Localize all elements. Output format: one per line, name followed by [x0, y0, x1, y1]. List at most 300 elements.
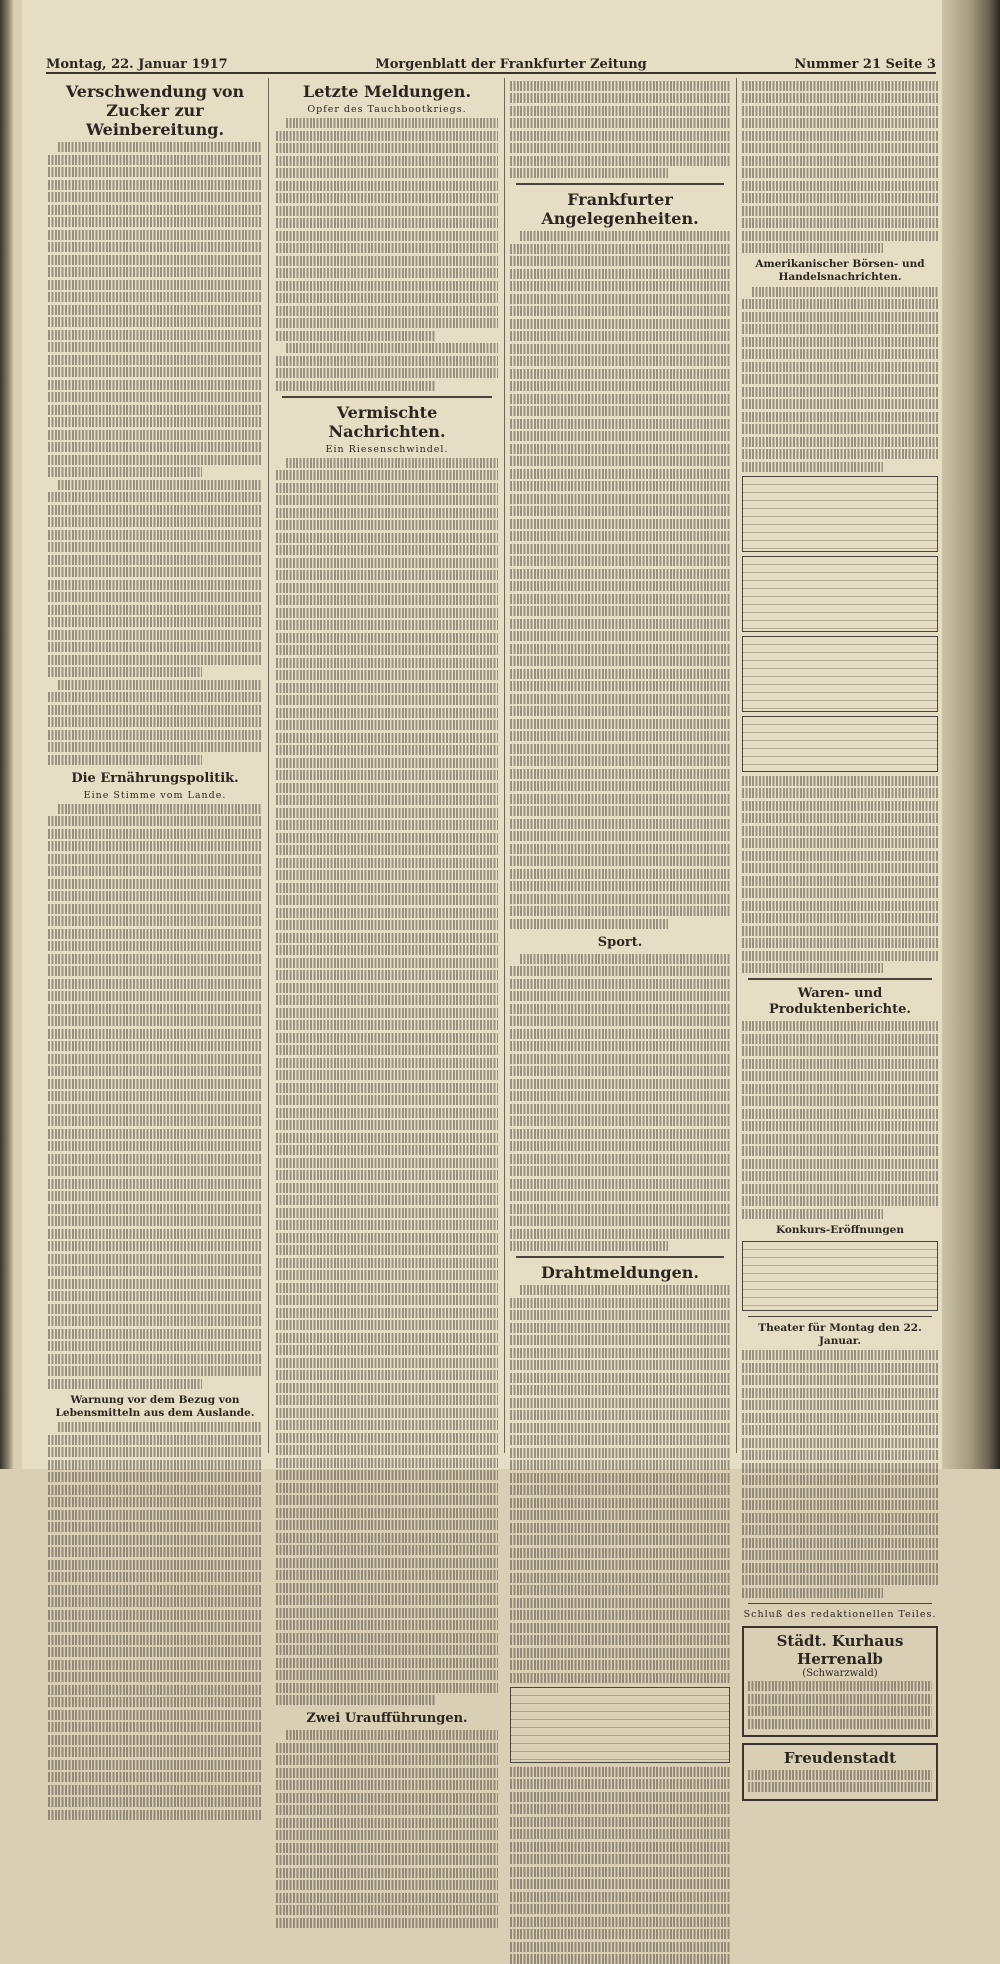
text-line	[48, 1216, 262, 1226]
text-line	[742, 156, 938, 166]
text-line	[276, 181, 498, 191]
text-line	[276, 1645, 498, 1655]
text-line	[510, 143, 730, 153]
text-line	[48, 1435, 262, 1445]
article-heading: Die Ernährungspolitik.	[71, 770, 239, 786]
text-line	[276, 1320, 498, 1330]
text-line	[276, 256, 498, 266]
text-line	[276, 470, 498, 480]
text-line	[742, 312, 938, 322]
text-line	[742, 299, 938, 309]
text-line	[276, 206, 498, 216]
balance-table	[510, 1687, 730, 1763]
column-1	[48, 78, 262, 1453]
text-line	[48, 991, 262, 1001]
text-line	[510, 156, 730, 166]
masthead-page: Nummer 21 Seite 3	[794, 57, 936, 72]
text-line	[276, 1170, 498, 1180]
text-line	[276, 558, 498, 568]
text-line	[742, 1159, 938, 1169]
article-subheading: Eine Stimme vom Lande.	[83, 789, 227, 801]
bankruptcy-table	[742, 1241, 938, 1311]
text-line	[510, 1817, 730, 1827]
text-line	[276, 1620, 498, 1630]
text-line	[276, 1855, 498, 1865]
text-line	[276, 1383, 498, 1393]
text-line	[48, 1472, 262, 1482]
text-line	[48, 1254, 262, 1264]
text-line	[510, 569, 730, 579]
text-line	[510, 1498, 730, 1508]
text-line	[48, 1054, 262, 1064]
text-line	[276, 131, 498, 141]
text-line	[276, 1208, 498, 1218]
text-line	[276, 658, 498, 668]
article-heading: Konkurs-Eröffnungen	[776, 1223, 904, 1236]
text-line	[276, 1780, 498, 1790]
text-line	[276, 1433, 498, 1443]
text-line	[48, 230, 262, 240]
text-line	[748, 1782, 932, 1792]
text-line	[58, 680, 262, 690]
text-line	[510, 1066, 730, 1076]
advertisement	[742, 1743, 938, 1801]
text-line	[48, 242, 262, 252]
text-line	[742, 1071, 938, 1081]
text-line	[276, 720, 498, 730]
text-line	[276, 1583, 498, 1593]
text-line	[510, 406, 730, 416]
masthead-title: Morgenblatt der Frankfurter Zeitung	[375, 57, 647, 72]
text-line	[510, 356, 730, 366]
text-line	[510, 966, 730, 976]
text-line	[276, 845, 498, 855]
text-line	[510, 769, 730, 779]
column-2	[276, 78, 498, 1726]
text-line	[510, 1854, 730, 1864]
text-line	[48, 1747, 262, 1757]
text-line	[276, 1145, 498, 1155]
text-line	[510, 1767, 730, 1777]
text-line	[510, 919, 668, 929]
text-line	[276, 858, 498, 868]
text-line	[510, 494, 730, 504]
text-line	[510, 581, 730, 591]
text-line	[276, 1408, 498, 1418]
text-line	[48, 1129, 262, 1139]
text-line	[276, 870, 498, 880]
text-line	[48, 929, 262, 939]
text-line	[276, 1658, 498, 1668]
text-line	[58, 480, 262, 490]
text-line	[510, 1191, 730, 1201]
text-line	[742, 1438, 938, 1448]
text-line	[48, 755, 202, 765]
text-line	[276, 1095, 498, 1105]
text-line	[276, 356, 498, 366]
text-line	[510, 1004, 730, 1014]
text-line	[48, 1697, 262, 1707]
text-line	[510, 1560, 730, 1570]
text-line	[510, 381, 730, 391]
text-line	[742, 168, 938, 178]
text-line	[48, 1810, 262, 1820]
text-line	[276, 1020, 498, 1030]
text-line	[742, 888, 938, 898]
text-line	[276, 820, 498, 830]
text-line	[510, 1660, 730, 1670]
text-line	[742, 1525, 938, 1535]
text-line	[48, 1447, 262, 1457]
text-line	[276, 1270, 498, 1280]
text-line	[742, 449, 938, 459]
text-line	[48, 916, 262, 926]
article-heading: Zwei Uraufführungen.	[306, 1711, 468, 1726]
text-line	[510, 979, 730, 989]
text-line	[510, 1029, 730, 1039]
text-line	[276, 1608, 498, 1618]
text-line	[48, 492, 262, 502]
text-line	[510, 1204, 730, 1214]
text-line	[510, 644, 730, 654]
text-line	[742, 206, 938, 216]
text-line	[742, 1196, 938, 1206]
text-line	[510, 869, 730, 879]
text-line	[276, 1070, 498, 1080]
article-heading: Sport.	[597, 934, 643, 950]
text-line	[48, 1029, 262, 1039]
text-line	[48, 1291, 262, 1301]
text-line	[48, 1341, 262, 1351]
text-line	[748, 1681, 932, 1691]
article-heading: Waren- und Produktenberichte.	[769, 986, 911, 1017]
text-line	[742, 813, 938, 823]
text-line	[48, 280, 262, 290]
text-line	[58, 1422, 262, 1432]
text-line	[510, 1448, 730, 1458]
text-line	[48, 1635, 262, 1645]
text-line	[742, 1563, 938, 1573]
text-line	[48, 580, 262, 590]
text-line	[48, 1510, 262, 1520]
text-line	[48, 192, 262, 202]
text-line	[276, 1508, 498, 1518]
text-line	[48, 605, 262, 615]
text-line	[48, 1116, 262, 1126]
text-line	[48, 1241, 262, 1251]
text-line	[276, 1108, 498, 1118]
text-line	[276, 268, 498, 278]
text-line	[48, 355, 262, 365]
text-line	[510, 606, 730, 616]
text-line	[276, 281, 498, 291]
text-line	[48, 155, 262, 165]
text-line	[510, 656, 730, 666]
text-line	[276, 1533, 498, 1543]
text-line	[510, 819, 730, 829]
text-line	[48, 505, 262, 515]
text-line	[276, 945, 498, 955]
divider	[748, 1603, 932, 1604]
text-line	[48, 891, 262, 901]
text-line	[48, 1041, 262, 1051]
text-line	[742, 776, 938, 786]
text-line	[276, 1633, 498, 1643]
text-line	[510, 1041, 730, 1051]
text-line	[48, 1485, 262, 1495]
text-line	[510, 856, 730, 866]
text-line	[748, 1706, 932, 1716]
text-line	[276, 1045, 498, 1055]
text-line	[276, 683, 498, 693]
text-line	[286, 343, 498, 353]
text-line	[48, 642, 262, 652]
article-heading: Drahtmeldungen.	[541, 1263, 699, 1282]
text-line	[276, 745, 498, 755]
text-line	[742, 1475, 938, 1485]
text-line	[276, 495, 498, 505]
text-line	[742, 1363, 938, 1373]
text-line	[48, 1166, 262, 1176]
text-line	[742, 788, 938, 798]
text-line	[276, 231, 498, 241]
text-line	[48, 1141, 262, 1151]
text-line	[48, 841, 262, 851]
text-line	[742, 374, 938, 384]
text-line	[510, 1473, 730, 1483]
text-line	[742, 863, 938, 873]
text-line	[276, 1183, 498, 1193]
text-line	[276, 1458, 498, 1468]
text-line	[276, 368, 498, 378]
text-line	[742, 1488, 938, 1498]
text-line	[510, 131, 730, 141]
text-line	[276, 1893, 498, 1903]
text-line	[276, 983, 498, 993]
article-heading: Verschwendung von Zucker zur Weinbereitung.	[65, 82, 245, 139]
scan-edge-left	[0, 0, 14, 1469]
text-line	[742, 131, 938, 141]
text-line	[48, 1785, 262, 1795]
text-line	[510, 419, 730, 429]
text-line	[276, 595, 498, 605]
text-line	[48, 1104, 262, 1114]
text-line	[742, 387, 938, 397]
text-line	[276, 1358, 498, 1368]
text-line	[276, 1545, 498, 1555]
text-line	[48, 217, 262, 227]
text-line	[510, 1573, 730, 1583]
text-line	[510, 1510, 730, 1520]
text-line	[48, 1266, 262, 1276]
text-line	[742, 424, 938, 434]
text-line	[276, 1370, 498, 1380]
text-line	[742, 1209, 883, 1219]
text-line	[276, 1843, 498, 1853]
text-line	[742, 1375, 938, 1385]
text-line	[48, 705, 262, 715]
stock-table	[742, 716, 938, 772]
text-line	[748, 1694, 932, 1704]
text-line	[276, 695, 498, 705]
text-line	[48, 467, 202, 477]
text-line	[48, 655, 262, 665]
text-line	[276, 1158, 498, 1168]
text-line	[510, 781, 730, 791]
text-line	[742, 362, 938, 372]
text-line	[510, 1917, 730, 1927]
text-line	[48, 1797, 262, 1807]
column-rule	[736, 78, 737, 1453]
text-line	[510, 256, 730, 266]
text-line	[276, 583, 498, 593]
text-line	[276, 1595, 498, 1605]
text-line	[510, 319, 730, 329]
text-line	[276, 318, 498, 328]
text-line	[742, 324, 938, 334]
text-line	[276, 243, 498, 253]
text-line	[58, 142, 262, 152]
divider	[748, 1316, 932, 1317]
text-line	[276, 795, 498, 805]
text-line	[48, 730, 262, 740]
text-line	[48, 954, 262, 964]
text-line	[276, 958, 498, 968]
masthead-date: Montag, 22. Januar 1917	[46, 57, 228, 72]
text-line	[742, 838, 938, 848]
text-line	[742, 118, 938, 128]
text-line	[276, 1345, 498, 1355]
text-line	[48, 1560, 262, 1570]
text-line	[48, 392, 262, 402]
text-line	[510, 991, 730, 1001]
text-line	[510, 244, 730, 254]
text-line	[520, 231, 730, 241]
text-line	[276, 293, 498, 303]
text-line	[276, 168, 498, 178]
text-line	[510, 1298, 730, 1308]
text-line	[48, 430, 262, 440]
text-line	[742, 1500, 938, 1510]
article-heading: Letzte Meldungen.	[302, 82, 472, 101]
text-line	[742, 1059, 938, 1069]
text-line	[510, 1179, 730, 1189]
text-line	[510, 1435, 730, 1445]
text-line	[48, 1379, 202, 1389]
text-line	[48, 1016, 262, 1026]
text-line	[276, 608, 498, 618]
text-line	[510, 594, 730, 604]
text-line	[276, 1233, 498, 1243]
text-line	[742, 951, 938, 961]
text-line	[742, 1538, 938, 1548]
article-subheading: Ein Riesenschwindel.	[325, 443, 449, 455]
text-line	[742, 801, 938, 811]
stock-table	[742, 476, 938, 552]
ad-subtitle: (Schwarzwald)	[802, 1667, 878, 1679]
text-line	[510, 506, 730, 516]
text-line	[510, 1104, 730, 1114]
text-line	[276, 483, 498, 493]
text-line	[742, 876, 938, 886]
text-line	[48, 1354, 262, 1364]
text-line	[510, 1460, 730, 1470]
text-line	[48, 1672, 262, 1682]
text-line	[276, 833, 498, 843]
text-line	[276, 1258, 498, 1268]
text-line	[276, 708, 498, 718]
text-line	[48, 342, 262, 352]
text-line	[510, 556, 730, 566]
ad-title: Freudenstadt	[783, 1749, 897, 1767]
text-line	[48, 167, 262, 177]
divider	[282, 396, 492, 398]
text-line	[510, 1423, 730, 1433]
text-line	[48, 517, 262, 527]
text-line	[510, 731, 730, 741]
text-line	[48, 592, 262, 602]
text-line	[48, 816, 262, 826]
text-line	[742, 1588, 883, 1598]
text-line	[742, 1450, 938, 1460]
text-line	[48, 255, 262, 265]
text-line	[276, 933, 498, 943]
text-line	[48, 267, 262, 277]
text-line	[286, 1730, 498, 1740]
text-line	[48, 1004, 262, 1014]
text-line	[48, 1535, 262, 1545]
text-line	[48, 1154, 262, 1164]
text-line	[510, 531, 730, 541]
article-heading: Theater für Montag den 22. Januar.	[758, 1321, 922, 1347]
text-line	[48, 979, 262, 989]
text-line	[276, 218, 498, 228]
text-line	[742, 193, 938, 203]
text-line	[48, 692, 262, 702]
text-line	[276, 1008, 498, 1018]
text-line	[742, 926, 938, 936]
ad-title: Städt. Kurhaus Herrenalb	[776, 1631, 904, 1668]
advertisement	[742, 1626, 938, 1738]
text-line	[276, 895, 498, 905]
text-line	[510, 1842, 730, 1852]
text-line	[48, 667, 202, 677]
text-line	[276, 1683, 498, 1693]
text-line	[510, 831, 730, 841]
text-line	[510, 1335, 730, 1345]
text-line	[510, 719, 730, 729]
text-line	[510, 1598, 730, 1608]
text-line	[48, 367, 262, 377]
text-line	[510, 81, 730, 91]
column-4	[742, 78, 938, 1767]
text-line	[48, 1066, 262, 1076]
text-line	[48, 1316, 262, 1326]
text-line	[276, 1743, 498, 1753]
text-line	[48, 742, 262, 752]
text-line	[742, 243, 883, 253]
text-line	[276, 733, 498, 743]
text-line	[48, 405, 262, 415]
text-line	[48, 555, 262, 565]
text-line	[510, 894, 730, 904]
text-line	[510, 1929, 730, 1939]
text-line	[510, 1360, 730, 1370]
text-line	[276, 1195, 498, 1205]
text-line	[510, 1216, 730, 1226]
text-line	[48, 205, 262, 215]
text-line	[510, 1141, 730, 1151]
